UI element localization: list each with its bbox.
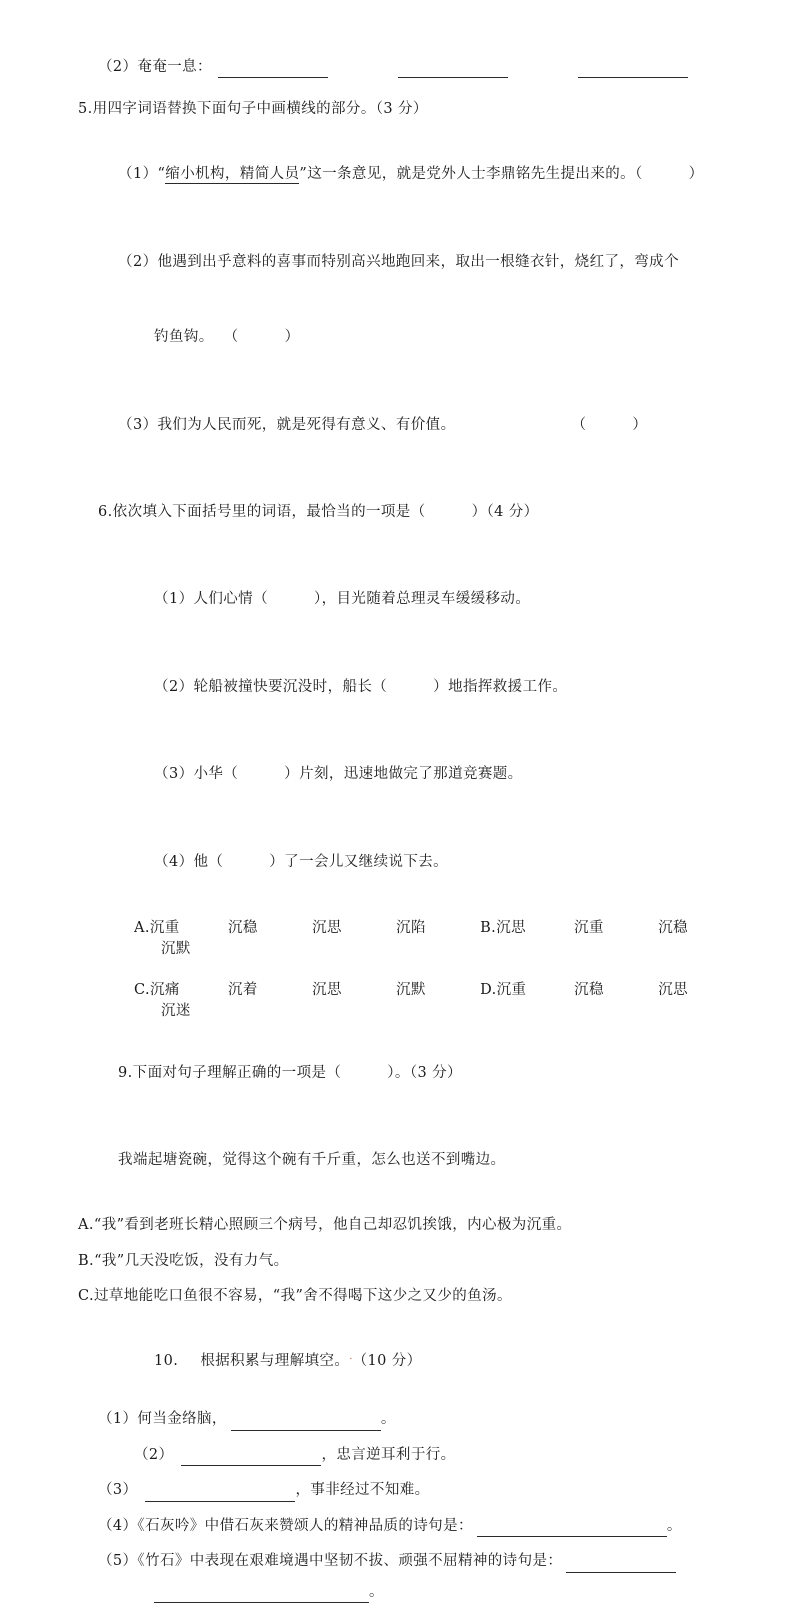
question-10-number: 10. — [154, 1353, 179, 1370]
question-9-option-b[interactable]: B.“我”几天没吃饭，没有力气。 — [78, 1252, 289, 1269]
question-10-score: （10 分） — [352, 1353, 422, 1370]
question-4-item-2 — [78, 56, 715, 78]
option-d-word-3[interactable]: 沉思 — [658, 981, 688, 998]
question-10-item-5-line1 — [78, 1550, 715, 1572]
question-9-option-a[interactable]: A.“我”看到老班长精心照顾三个病号，他自己却忍饥挨饿，内心极为沉重。 — [78, 1217, 572, 1234]
question-6-item-3 — [78, 741, 715, 808]
question-9-option-c[interactable]: C.过草地能吃口鱼很不容易，“我”舍不得喝下这少之又少的鱼汤。 — [78, 1288, 512, 1305]
question-5-item-3 — [78, 391, 715, 458]
answer-blank[interactable] — [145, 1486, 295, 1502]
option-d[interactable]: D.沉重 — [480, 981, 527, 998]
answer-blank[interactable] — [566, 1557, 676, 1573]
question-9-stem-text: 我端起塘瓷碗，觉得这个碗有千斤重，怎么也送不到嘴边。 — [118, 1152, 506, 1169]
question-4-item-2-label: （2）奄奄一息： — [98, 59, 212, 75]
question-10-item-4-end: 。 — [666, 1517, 682, 1534]
question-6-item-2-text-cont: ）地指挥救援工作。 — [433, 678, 568, 695]
question-10-item-5-line2 — [78, 1581, 715, 1603]
option-d-word-2[interactable]: 沉稳 — [574, 981, 604, 998]
question-5-item-2-end: ） — [284, 329, 300, 346]
question-10-item-2 — [78, 1444, 715, 1466]
question-10-item-3 — [78, 1479, 715, 1501]
question-5-item-3-bracket-open: （ — [571, 416, 587, 433]
question-6-item-3-text: （3）小华（ — [154, 766, 239, 783]
option-b-word-2[interactable]: 沉重 — [574, 919, 604, 936]
annotation-dot: . — [349, 1352, 353, 1363]
question-10-item-1-text: （1）何当金络脑， — [98, 1411, 227, 1428]
question-6-item-2-text: （2）轮船被撞快要沉没时，船长（ — [154, 678, 388, 695]
question-6-item-1 — [78, 566, 715, 633]
answer-blank[interactable] — [578, 62, 688, 78]
question-10-item-4-text: （4）《石灰吟》中借石灰来赞颂人的精神品质的诗句是： — [98, 1517, 473, 1534]
question-6-item-1-text: （1）人们心情（ — [154, 591, 268, 608]
question-5-item-2-line1 — [78, 228, 715, 295]
option-c[interactable]: C.沉痛 — [134, 981, 180, 998]
option-c-word-2[interactable]: 沉着 — [228, 981, 258, 998]
option-a-word-4[interactable]: 沉陷 — [396, 919, 426, 936]
question-5-item-2-line2 — [78, 304, 715, 371]
question-9-title-score: ）。（3 分） — [387, 1065, 462, 1082]
option-d-word-4[interactable]: 沉迷 — [161, 1002, 191, 1019]
question-6-item-4-text-cont: ）了一会儿又继续说下去。 — [269, 853, 449, 870]
question-10-item-5-text: （5）《竹石》中表现在艰难境遇中坚韧不拔、顽强不屈精神的诗句是： — [98, 1553, 563, 1570]
question-6-item-1-text-cont: ），目光随着总理灵车缓缓移动。 — [313, 591, 531, 608]
question-6-item-4 — [78, 828, 715, 895]
answer-blank[interactable] — [154, 1587, 369, 1603]
question-10-item-3-label: （3） — [98, 1482, 138, 1499]
question-5-item-1-prefix: （1）“ — [118, 166, 166, 183]
question-10-item-5-end: 。 — [369, 1583, 384, 1600]
question-6-title-score: ）（4 分） — [471, 504, 539, 521]
question-9-title — [78, 1040, 715, 1107]
question-5-item-1-end: ） — [688, 166, 704, 183]
answer-blank[interactable] — [218, 62, 328, 78]
option-b-word-4[interactable]: 沉默 — [161, 940, 191, 957]
answer-blank[interactable] — [398, 62, 508, 78]
question-5-item-1 — [78, 141, 715, 208]
question-10-item-2-text: ，忠言逆耳利于行。 — [321, 1446, 456, 1463]
option-c-word-4[interactable]: 沉默 — [396, 981, 426, 998]
question-10-item-1 — [78, 1408, 715, 1430]
question-9-stem — [78, 1127, 715, 1194]
question-6-options-row-1 — [78, 916, 715, 958]
question-6-item-4-text: （4）他（ — [154, 853, 224, 870]
question-6-title-text: 6.依次填入下面括号里的词语，最恰当的一项是（ — [98, 504, 426, 521]
answer-blank[interactable] — [477, 1521, 667, 1537]
question-6-title — [78, 479, 715, 546]
question-10-item-3-text: ，事非经过不知难。 — [295, 1482, 430, 1499]
question-5-item-3-bracket-close: ） — [632, 416, 648, 433]
option-a-word-2[interactable]: 沉稳 — [228, 919, 258, 936]
question-5-item-2-text-cont: 钓鱼钩。 （ — [154, 329, 239, 346]
question-10-title — [78, 1328, 715, 1395]
question-5-title: 5.用四字词语替换下面句子中画横线的部分。（3 分） — [78, 101, 428, 118]
question-6-item-3-text-cont: ）片刻，迅速地做完了那道竞赛题。 — [284, 766, 523, 783]
question-5-item-1-underlined: 缩小机构，精简人员 — [165, 166, 300, 183]
question-6-options-row-2 — [78, 978, 715, 1020]
option-b-word-3[interactable]: 沉稳 — [658, 919, 688, 936]
question-5-item-2-text: （2）他遇到出乎意料的喜事而特别高兴地跑回来，取出一根缝衣针，烧红了，弯成个 — [118, 253, 679, 270]
question-10-title-text: 根据积累与理解填空。 — [200, 1353, 350, 1370]
answer-blank[interactable] — [231, 1415, 381, 1431]
option-a[interactable]: A.沉重 — [134, 919, 180, 936]
question-10-item-1-end: 。 — [380, 1411, 396, 1428]
question-10-item-2-label: （2） — [134, 1446, 174, 1463]
question-10-item-4 — [78, 1515, 715, 1537]
question-5-item-3-text: （3）我们为人民而死，就是死得有意义、有价值。 — [118, 416, 456, 433]
option-a-word-3[interactable]: 沉思 — [312, 919, 342, 936]
question-6-item-2 — [78, 653, 715, 720]
answer-blank[interactable] — [181, 1450, 321, 1466]
question-9-title-text: 9.下面对句子理解正确的一项是（ — [118, 1065, 342, 1082]
question-5-item-1-text: ”这一条意见，就是党外人士李鼎铭先生提出来的。（ — [299, 166, 643, 183]
option-b[interactable]: B.沉思 — [480, 919, 526, 936]
option-c-word-3[interactable]: 沉思 — [312, 981, 342, 998]
